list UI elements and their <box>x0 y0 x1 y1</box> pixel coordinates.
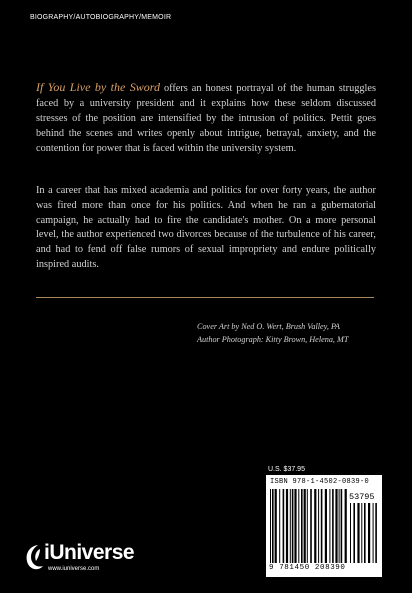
barcode-bar <box>294 489 296 563</box>
barcode-bar <box>301 489 303 563</box>
divider <box>36 297 374 298</box>
price-label: U.S. $37.95 <box>268 466 305 473</box>
publisher-url: www.iuniverse.com <box>48 566 100 572</box>
barcode-digits: 9 781450 208390 <box>269 564 346 572</box>
author-story: In a career that has mixed academia and politics for over forty years, the author was fired more than once for his politics. And when he ran a gubernatorial campaign, he actually had to fire the candidate's mother. On a more personal level, the author experienced two divorces because of the turbulence of his career, and had to fend off false rumors of sexual impropriety and endure politically inspired audits. <box>36 185 376 270</box>
publisher-name: iUniverse <box>44 541 135 564</box>
barcode-bar <box>290 489 291 563</box>
barcode-bar <box>286 489 288 563</box>
barcode-bar <box>325 489 327 563</box>
author-photo-credit: Author Photograph: Kitty Brown, Helena, MT <box>197 334 349 344</box>
barcode-bar <box>304 489 306 563</box>
barcode-bar <box>279 489 280 563</box>
credits <box>197 321 348 346</box>
barcode-bar <box>350 503 351 563</box>
barcode-bar <box>275 489 277 563</box>
barcode-bar <box>368 503 370 563</box>
barcode-bar <box>335 489 337 563</box>
barcode-bar <box>341 489 343 563</box>
barcode-bar <box>318 489 319 563</box>
isbn-barcode <box>266 475 382 577</box>
barcode-bar <box>329 489 330 563</box>
barcode-bar <box>332 489 334 563</box>
barcode-bar <box>310 489 312 563</box>
barcode-bar <box>298 489 299 563</box>
barcode-bar <box>357 503 359 563</box>
barcode-bar <box>307 489 308 563</box>
barcode-bar <box>321 489 323 563</box>
barcode-bar <box>373 503 374 563</box>
blurb-text: offers an honest portrayal of the human struggles faced by a university president and it explains how these seldom discussed stresses of the position are intensified by the intrusion of politics. Pettit goes behind the scenes and writes openly about intrigue, betrayal, anxiety, and the contention for power that is faced within the university system. <box>36 83 376 154</box>
barcode-bar <box>353 503 355 563</box>
publisher-logo <box>24 541 164 581</box>
barcode-bar <box>272 489 274 563</box>
barcode-bar <box>292 489 294 563</box>
barcode-bar <box>270 489 271 563</box>
barcode-bar <box>345 489 347 563</box>
category-label: BIOGRAPHY/AUTOBIOGRAPHY/MEMOIR <box>30 14 172 21</box>
isbn-number: ISBN 978-1-4502-0839-0 <box>270 478 370 486</box>
barcode-bar <box>364 503 366 563</box>
iuniverse-swirl-icon <box>24 541 46 571</box>
barcode-bar <box>314 489 316 563</box>
barcode-bar <box>361 503 362 563</box>
barcode-icon <box>266 475 382 577</box>
book-blurb <box>36 80 376 156</box>
book-title: If You Live by the Sword <box>36 80 160 94</box>
barcode-price-code: 53795 <box>349 492 375 502</box>
barcode-bar <box>283 489 285 563</box>
barcode-bar <box>339 489 340 563</box>
barcode-bar <box>375 503 377 563</box>
cover-art-credit: Cover Art by Ned O. Wert, Brush Valley, PA <box>197 322 340 331</box>
